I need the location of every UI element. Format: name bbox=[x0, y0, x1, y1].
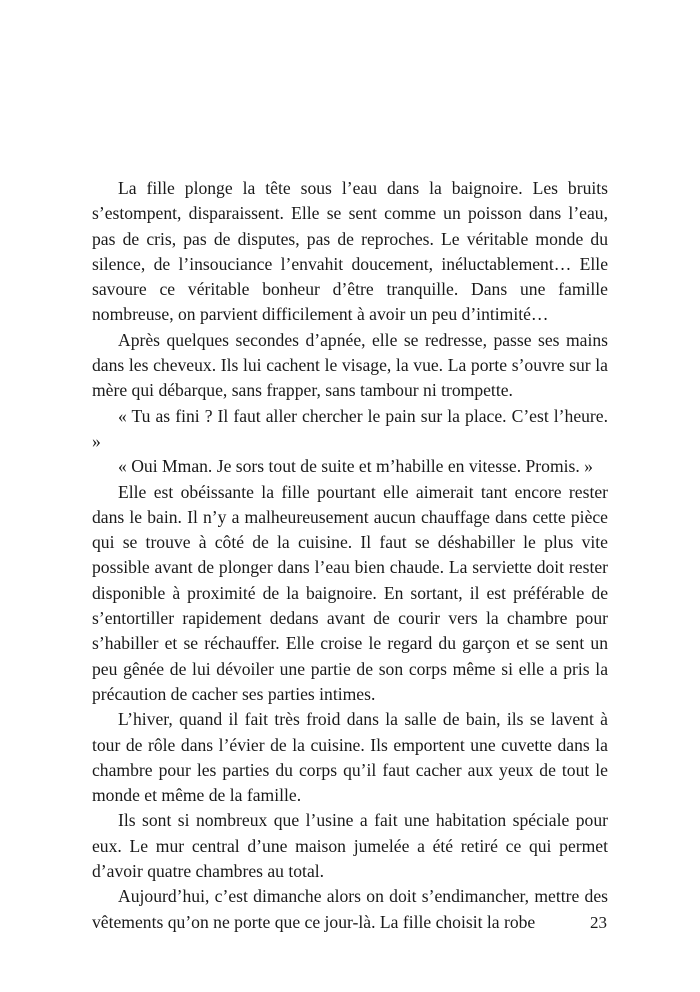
paragraph-3: « Tu as fini ? Il faut aller chercher le pain sur la place. C’est l’heure. » bbox=[92, 405, 608, 451]
paragraph-5: Elle est obéissante la fille pourtant elle aimerait tant encore rester dans le bain. Il n’y a malheureusement aucun chauffage dans cette pièce qui se trouve à côté de la cuisine. Il faut se déshabiller le plus vite possible avant de plonger dans l’eau bien chaude. La serviette doit rester disponible à proximité de la baignoire. En sortant, il est préférable de s’entortiller rapidement dedans avant de courir vers la chambre pour s’habiller et se réchauffer. Elle croise le regard du garçon et se sent un peu gênée de lui dévoiler une partie de son corps même si elle a pris la précaution de cacher ses parties intimes. bbox=[92, 481, 608, 704]
paragraph-1: La fille plonge la tête sous l’eau dans la baignoire. Les bruits s’estompent, disparaissent. Elle se sent comme un poisson dans l’eau, pas de cris, pas de disputes, pas de reproches. Le véritable monde du silence, de l’insouciance l’envahit doucement, inéluctablement… Elle savoure ce véritable bonheur d’être tranquille. Dans une famille nombreuse, on parvient difficilement à avoir un peu d’intimité… bbox=[92, 178, 608, 325]
paragraph-4: « Oui Mman. Je sors tout de suite et m’habille en vitesse. Promis. » bbox=[118, 456, 593, 477]
paragraph-8: Aujourd’hui, c’est dimanche alors on doit s’endimancher, mettre des vêtements qu’on ne porte que ce jour-là. La fille choisit la robe bbox=[92, 886, 608, 932]
page-number: 23 bbox=[590, 913, 607, 932]
paragraph-6: L’hiver, quand il fait très froid dans la salle de bain, ils se lavent à tour de rôle dans l’évier de la cuisine. Ils emportent une cuvette dans la chambre pour les parties du corps qu’il faut cacher aux yeux de tout le monde et même de la famille. bbox=[92, 709, 608, 806]
body-text bbox=[92, 176, 608, 935]
paragraph-2: Après quelques secondes d’apnée, elle se redresse, passe ses mains dans les cheveux. Ils lui cachent le visage, la vue. La porte s’ouvre sur la mère qui débarque, sans frapper, sans tambour ni trompette. bbox=[92, 329, 608, 401]
paragraph-7: Ils sont si nombreux que l’usine a fait une habitation spéciale pour eux. Le mur central d’une maison jumelée a été retiré ce qui permet d’avoir quatre chambres au total. bbox=[92, 810, 608, 882]
